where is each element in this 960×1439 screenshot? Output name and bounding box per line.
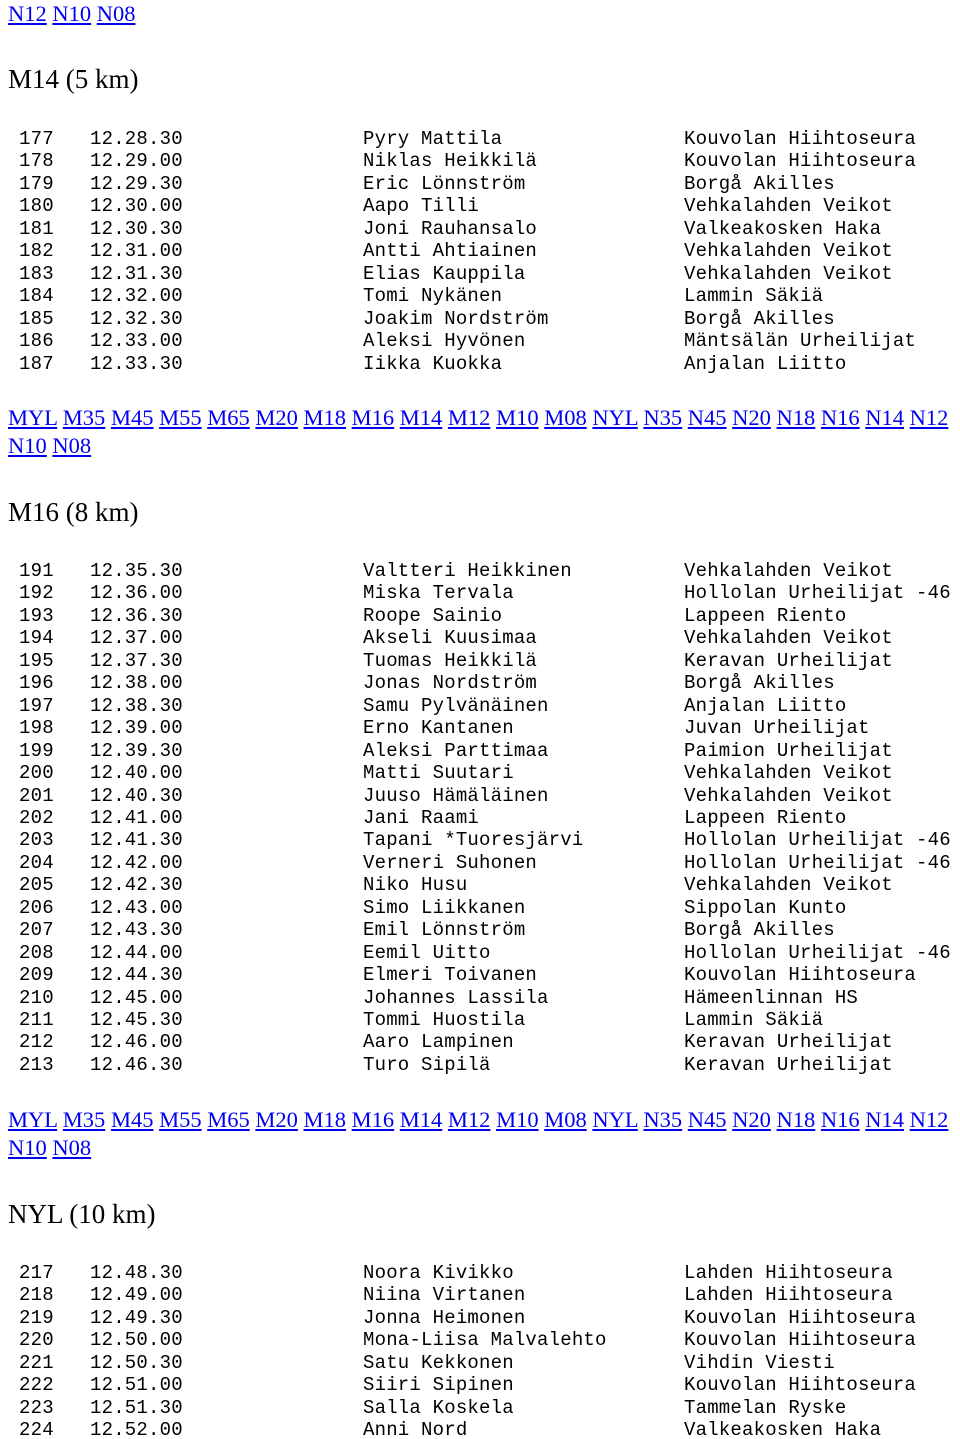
club-name: Mäntsälän Urheilijat (684, 330, 917, 353)
start-number: 201 (19, 784, 54, 807)
athlete-name: Roope Sainio (363, 604, 503, 627)
table-row (0, 695, 960, 717)
nav-link-myl[interactable]: MYL (8, 405, 58, 430)
athlete-name: Verneri Suhonen (363, 851, 538, 874)
nav-link-n16[interactable]: N16 (820, 1107, 860, 1132)
table-row (0, 964, 960, 986)
athlete-name: Salla Koskela (363, 1396, 514, 1419)
nav-link-m14[interactable]: M14 (399, 405, 443, 430)
athlete-name: Matti Suutari (363, 762, 514, 785)
section-title-m14: M14 (5 km) (8, 64, 139, 94)
nav-link-m08[interactable]: M08 (544, 1107, 587, 1132)
section-title-nyl: NYL (10 km) (8, 1199, 156, 1229)
table-row (0, 128, 960, 150)
club-name: Vehkalahden Veikot (684, 560, 893, 582)
table-row (0, 829, 960, 851)
athlete-name: Aapo Tilli (363, 195, 480, 218)
athlete-name: Johannes Lassila (363, 986, 549, 1009)
club-name: Vehkalahden Veikot (684, 195, 893, 218)
club-name: Kouvolan Hiihtoseura (684, 964, 917, 987)
table-row (0, 173, 960, 195)
athlete-name: Aleksi Parttimaa (363, 739, 549, 762)
club-name: Borgå Akilles (684, 172, 835, 195)
start-number: 185 (19, 307, 54, 330)
start-time: 12.38.30 (90, 694, 183, 717)
athlete-name: Aleksi Hyvönen (363, 330, 526, 353)
club-name: Tammelan Ryske (684, 1396, 847, 1419)
club-name: Hollolan Urheilijat -46 (684, 851, 951, 874)
section-title-m16: M16 (8 km) (8, 497, 139, 527)
athlete-name: Antti Ahtiainen (363, 240, 538, 263)
nav-link-m14[interactable]: M14 (399, 1107, 443, 1132)
club-name: Hollolan Urheilijat -46 (684, 829, 951, 852)
club-name: Hollolan Urheilijat -46 (684, 941, 951, 964)
athlete-name: Tuomas Heikkilä (363, 649, 538, 672)
start-number: 212 (19, 1031, 54, 1054)
start-time: 12.40.30 (90, 784, 183, 807)
table-row (0, 1329, 960, 1351)
nav-link-m18[interactable]: M18 (303, 405, 347, 430)
table-row (0, 874, 960, 896)
club-name: Borgå Akilles (684, 307, 835, 330)
start-number: 197 (19, 694, 54, 717)
start-time: 12.28.30 (90, 128, 183, 150)
athlete-name: Elias Kauppila (363, 262, 526, 285)
start-number: 187 (19, 352, 54, 375)
nav-link-n16[interactable]: N16 (820, 405, 860, 430)
nav-link-n12[interactable]: N12 (909, 1107, 949, 1132)
table-row (0, 897, 960, 919)
nav-link-m10[interactable]: M10 (496, 1107, 539, 1132)
club-name: Kouvolan Hiihtoseura (684, 1374, 917, 1397)
start-time: 12.42.00 (90, 851, 183, 874)
start-number: 196 (19, 672, 54, 695)
start-number: 191 (19, 560, 54, 582)
start-time: 12.32.00 (90, 285, 183, 308)
table-row (0, 987, 960, 1009)
start-time: 12.40.00 (90, 762, 183, 785)
start-time: 12.35.30 (90, 560, 183, 582)
nav-link-m65[interactable]: M65 (207, 405, 250, 430)
table-row (0, 1419, 960, 1439)
start-number: 203 (19, 829, 54, 852)
club-name: Lahden Hiihtoseura (684, 1284, 893, 1307)
nav-link-n18[interactable]: N18 (776, 405, 816, 430)
start-number: 183 (19, 262, 54, 285)
nav-link-nyl[interactable]: NYL (592, 1107, 638, 1132)
nav-link-n35[interactable]: N35 (643, 1107, 683, 1132)
nav-link-m55[interactable]: M55 (159, 1107, 202, 1132)
nav-link-m12[interactable]: M12 (447, 1107, 491, 1132)
athlete-name: Niko Husu (363, 874, 468, 897)
start-number: 218 (19, 1284, 54, 1307)
nav-link-n14[interactable]: N14 (865, 1107, 905, 1132)
nav-link-m55[interactable]: M55 (159, 405, 202, 430)
club-name: Lappeen Riento (684, 806, 847, 829)
athlete-name: Tommi Huostila (363, 1009, 526, 1031)
table-row (0, 240, 960, 262)
club-name: Keravan Urheilijat (684, 1031, 893, 1054)
table-row (0, 852, 960, 874)
club-name: Lammin Säkiä (684, 1009, 824, 1031)
nav-link-m12[interactable]: M12 (447, 405, 491, 430)
nav-link-n18[interactable]: N18 (776, 1107, 816, 1132)
start-number: 217 (19, 1262, 54, 1284)
athlete-name: Simo Liikkanen (363, 896, 526, 919)
athlete-name: Pyry Mattila (363, 128, 503, 150)
start-time: 12.52.00 (90, 1419, 183, 1439)
athlete-name: Elmeri Toivanen (363, 964, 538, 987)
start-time: 12.37.30 (90, 649, 183, 672)
athlete-name: Jonna Heimonen (363, 1306, 526, 1329)
start-number: 220 (19, 1329, 54, 1352)
start-time: 12.51.30 (90, 1396, 183, 1419)
club-name: Valkeakosken Haka (684, 217, 882, 240)
start-number: 211 (19, 1009, 54, 1031)
nav-link-m20[interactable]: M20 (255, 1107, 298, 1132)
start-time: 12.44.30 (90, 964, 183, 987)
club-name: Anjalan Liitto (684, 352, 847, 375)
start-number: 222 (19, 1374, 54, 1397)
athlete-name: Eemil Uitto (363, 941, 491, 964)
nav-link-m18[interactable]: M18 (303, 1107, 347, 1132)
nav-link-n45[interactable]: N45 (687, 405, 727, 430)
nav-link-n20[interactable]: N20 (732, 1107, 771, 1132)
club-name: Vehkalahden Veikot (684, 784, 893, 807)
nav-link-n10[interactable]: N10 (8, 433, 47, 458)
start-number: 181 (19, 217, 54, 240)
nav-link-m16[interactable]: M16 (351, 405, 395, 430)
club-name: Hollolan Urheilijat -46 (684, 582, 951, 605)
start-number: 219 (19, 1306, 54, 1329)
start-number: 182 (19, 240, 54, 263)
start-time: 12.46.00 (90, 1031, 183, 1054)
nav-link-n14[interactable]: N14 (865, 405, 905, 430)
start-number: 206 (19, 896, 54, 919)
nav-link-n08[interactable]: N08 (52, 433, 92, 458)
athlete-name: Miska Tervala (363, 582, 514, 605)
nav-link-n08[interactable]: N08 (52, 1135, 92, 1160)
start-time: 12.42.30 (90, 874, 183, 897)
start-number: 186 (19, 330, 54, 353)
start-number: 213 (19, 1053, 54, 1076)
start-number: 178 (19, 150, 54, 173)
athlete-name: Tapani *Tuoresjärvi (363, 829, 584, 852)
table-row (0, 605, 960, 627)
athlete-name: Akseli Kuusimaa (363, 627, 538, 650)
start-time: 12.33.30 (90, 352, 183, 375)
nav-link-m45[interactable]: M45 (110, 1107, 154, 1132)
start-time: 12.49.00 (90, 1284, 183, 1307)
nav-link-m35[interactable]: M35 (62, 405, 106, 430)
start-time: 12.31.00 (90, 240, 183, 263)
nav-link-m20[interactable]: M20 (255, 405, 298, 430)
nav-link-n20[interactable]: N20 (732, 405, 771, 430)
start-time: 12.36.30 (90, 604, 183, 627)
start-number: 221 (19, 1351, 54, 1374)
athlete-name: Anni Nord (363, 1419, 468, 1439)
start-number: 177 (19, 128, 54, 150)
nav-link-m10[interactable]: M10 (496, 405, 539, 430)
nav-link-n10[interactable]: N10 (8, 1135, 47, 1160)
athlete-name: Mona-Liisa Malvalehto (363, 1329, 607, 1352)
athlete-name: Noora Kivikko (363, 1262, 514, 1284)
table-row (0, 1031, 960, 1053)
athlete-name: Turo Sipilä (363, 1053, 491, 1076)
club-name: Kouvolan Hiihtoseura (684, 128, 917, 150)
start-time: 12.38.00 (90, 672, 183, 695)
club-name: Vehkalahden Veikot (684, 262, 893, 285)
start-time: 12.45.30 (90, 1009, 183, 1031)
nav-link-nyl[interactable]: NYL (592, 405, 638, 430)
club-name: Vihdin Viesti (684, 1351, 835, 1374)
club-name: Borgå Akilles (684, 919, 835, 942)
club-name: Vehkalahden Veikot (684, 874, 893, 897)
nav-link-m08[interactable]: M08 (544, 405, 587, 430)
athlete-name: Eric Lönnström (363, 172, 526, 195)
start-time: 12.37.00 (90, 627, 183, 650)
start-number: 208 (19, 941, 54, 964)
table-row (0, 1352, 960, 1374)
table-row (0, 1307, 960, 1329)
nav-link-n08[interactable]: N08 (96, 1, 136, 26)
table-row (0, 807, 960, 829)
athlete-name: Iikka Kuokka (363, 352, 503, 375)
start-time: 12.30.00 (90, 195, 183, 218)
start-number: 194 (19, 627, 54, 650)
athlete-name: Siiri Sipinen (363, 1374, 514, 1397)
athlete-name: Samu Pylvänäinen (363, 694, 549, 717)
nav-link-myl[interactable]: MYL (8, 1107, 58, 1132)
start-time: 12.29.30 (90, 172, 183, 195)
start-time: 12.33.00 (90, 330, 183, 353)
athlete-name: Valtteri Heikkinen (363, 560, 572, 582)
club-name: Anjalan Liitto (684, 694, 847, 717)
nav-link-n35[interactable]: N35 (643, 405, 683, 430)
start-number: 210 (19, 986, 54, 1009)
table-row (0, 1009, 960, 1031)
start-number: 195 (19, 649, 54, 672)
athlete-name: Joni Rauhansalo (363, 217, 538, 240)
table-row (0, 1397, 960, 1419)
start-time: 12.50.30 (90, 1351, 183, 1374)
table-row (0, 740, 960, 762)
start-time: 12.36.00 (90, 582, 183, 605)
athlete-name: Tomi Nykänen (363, 285, 503, 308)
start-time: 12.50.00 (90, 1329, 183, 1352)
athlete-name: Juuso Hämäläinen (363, 784, 549, 807)
table-row (0, 195, 960, 217)
club-name: Lahden Hiihtoseura (684, 1262, 893, 1284)
table-row (0, 353, 960, 375)
club-name: Hämeenlinnan HS (684, 986, 859, 1009)
club-name: Keravan Urheilijat (684, 649, 893, 672)
start-number: 223 (19, 1396, 54, 1419)
table-row (0, 942, 960, 964)
start-number: 207 (19, 919, 54, 942)
start-time: 12.46.30 (90, 1053, 183, 1076)
start-time: 12.29.00 (90, 150, 183, 173)
nav-link-m16[interactable]: M16 (351, 1107, 395, 1132)
athlete-name: Satu Kekkonen (363, 1351, 514, 1374)
table-row (0, 919, 960, 941)
start-time: 12.41.00 (90, 806, 183, 829)
start-number: 198 (19, 717, 54, 740)
start-number: 184 (19, 285, 54, 308)
club-name: Vehkalahden Veikot (684, 240, 893, 263)
athlete-name: Emil Lönnström (363, 919, 526, 942)
club-name: Kouvolan Hiihtoseura (684, 1329, 917, 1352)
start-time: 12.43.30 (90, 919, 183, 942)
club-name: Sippolan Kunto (684, 896, 847, 919)
start-time: 12.31.30 (90, 262, 183, 285)
table-row (0, 627, 960, 649)
start-time: 12.49.30 (90, 1306, 183, 1329)
club-name: Vehkalahden Veikot (684, 762, 893, 785)
club-name: Lappeen Riento (684, 604, 847, 627)
athlete-name: Jonas Nordström (363, 672, 538, 695)
start-time: 12.44.00 (90, 941, 183, 964)
start-number: 202 (19, 806, 54, 829)
table-row (0, 1262, 960, 1284)
nav-link-n10[interactable]: N10 (52, 1, 92, 26)
table-row (0, 582, 960, 604)
table-row (0, 672, 960, 694)
club-name: Paimion Urheilijat (684, 739, 893, 762)
table-row (0, 285, 960, 307)
start-time: 12.45.00 (90, 986, 183, 1009)
start-number: 193 (19, 604, 54, 627)
table-row (0, 263, 960, 285)
table-row (0, 717, 960, 739)
start-number: 179 (19, 172, 54, 195)
nav-link-n12[interactable]: N12 (909, 405, 949, 430)
club-name: Keravan Urheilijat (684, 1053, 893, 1076)
start-time: 12.39.30 (90, 739, 183, 762)
club-name: Valkeakosken Haka (684, 1419, 882, 1439)
athlete-name: Niina Virtanen (363, 1284, 526, 1307)
nav-link-n45[interactable]: N45 (687, 1107, 727, 1132)
start-number: 205 (19, 874, 54, 897)
start-number: 192 (19, 582, 54, 605)
table-row (0, 762, 960, 784)
table-row (0, 308, 960, 330)
nav-link-m35[interactable]: M35 (62, 1107, 106, 1132)
athlete-name: Jani Raami (363, 806, 480, 829)
club-name: Juvan Urheilijat (684, 717, 870, 740)
nav-link-m65[interactable]: M65 (207, 1107, 250, 1132)
start-time: 12.43.00 (90, 896, 183, 919)
start-time: 12.30.30 (90, 217, 183, 240)
club-name: Kouvolan Hiihtoseura (684, 150, 917, 173)
nav-link-n12[interactable]: N12 (8, 1, 47, 26)
table-row (0, 1284, 960, 1306)
start-number: 209 (19, 964, 54, 987)
club-name: Lammin Säkiä (684, 285, 824, 308)
start-number: 200 (19, 762, 54, 785)
club-name: Kouvolan Hiihtoseura (684, 1306, 917, 1329)
start-time: 12.48.30 (90, 1262, 183, 1284)
start-time: 12.51.00 (90, 1374, 183, 1397)
table-row (0, 560, 960, 582)
start-number: 204 (19, 851, 54, 874)
nav-link-m45[interactable]: M45 (110, 405, 154, 430)
start-time: 12.32.30 (90, 307, 183, 330)
athlete-name: Niklas Heikkilä (363, 150, 538, 173)
start-number: 180 (19, 195, 54, 218)
club-name: Vehkalahden Veikot (684, 627, 893, 650)
athlete-name: Joakim Nordström (363, 307, 549, 330)
table-row (0, 785, 960, 807)
start-number: 199 (19, 739, 54, 762)
athlete-name: Aaro Lampinen (363, 1031, 514, 1054)
table-row (0, 218, 960, 240)
table-row (0, 1054, 960, 1076)
start-number: 224 (19, 1419, 54, 1439)
table-row (0, 330, 960, 352)
start-time: 12.39.00 (90, 717, 183, 740)
club-name: Borgå Akilles (684, 672, 835, 695)
table-row (0, 1374, 960, 1396)
athlete-name: Erno Kantanen (363, 717, 514, 740)
table-row (0, 150, 960, 172)
table-row (0, 650, 960, 672)
start-time: 12.41.30 (90, 829, 183, 852)
